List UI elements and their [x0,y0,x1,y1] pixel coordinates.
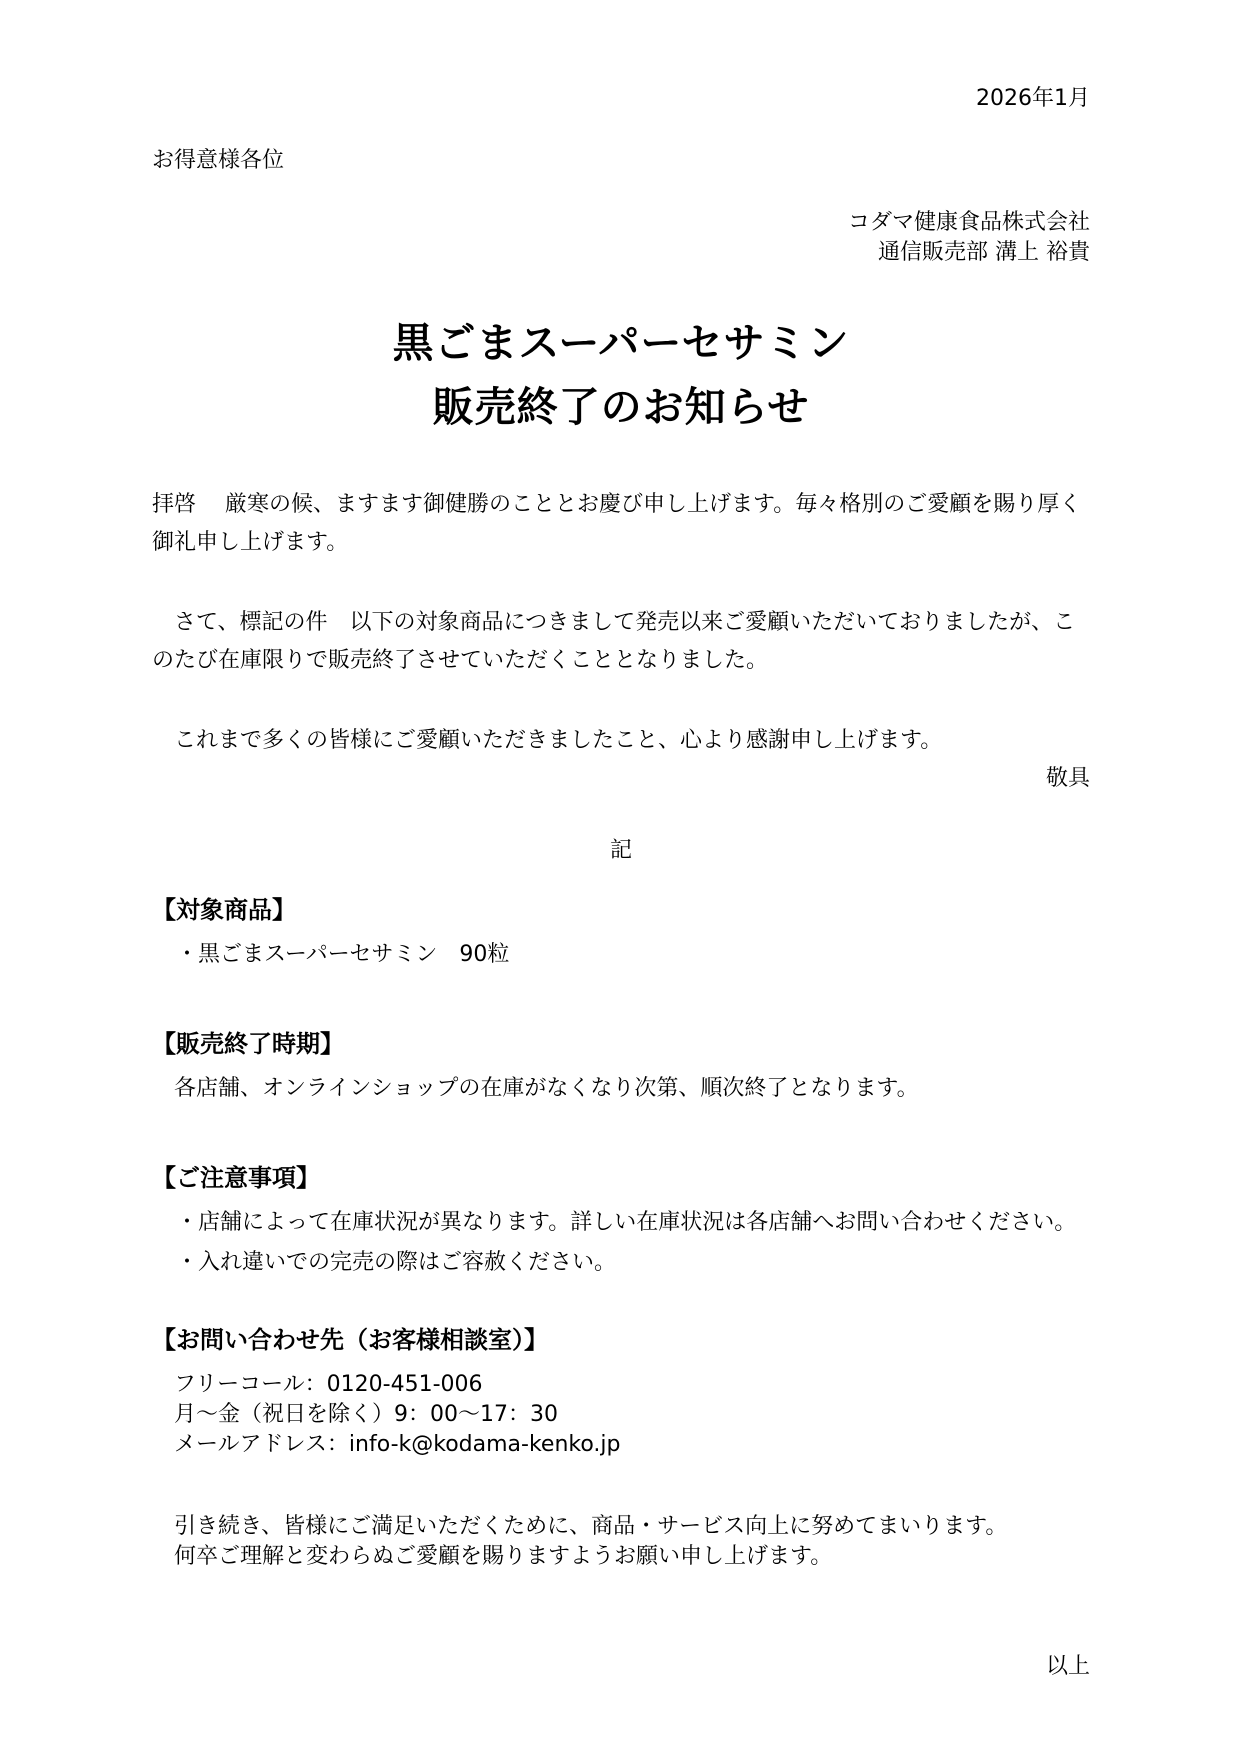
closing-message-line2: 何卒ご理解と変わらぬご愛顧を賜りますようお願い申し上げます。 [174,1544,833,1569]
section-heading-end-period: 【販売終了時期】 [152,1030,344,1058]
page-title-line1: 黒ごまスーパーセサミン [392,319,850,367]
body-paragraph-thanks: これまで多くの皆様にご愛顧いただきましたこと、心より感謝申し上げます。 [152,728,943,753]
contact-email: メールアドレス：info-k@kodama-kenko.jp [174,1432,621,1457]
section-heading-contact: 【お問い合わせ先（お客様相談室）】 [152,1326,548,1354]
note-item-1: ・店舗によって在庫状況が異なります。詳しい在庫状況は各店舗へお問い合わせください。 [176,1210,1077,1235]
ki-mark: 記 [609,838,632,863]
date: 2026年1月 [976,86,1090,111]
closing-keigu: 敬具 [1045,766,1090,791]
section-heading-notes: 【ご注意事項】 [152,1164,320,1192]
sender-company: コダマ健康食品株式会社 [847,210,1090,235]
body-paragraph-announcement: さて、標記の件 以下の対象商品につきまして発売以来ご愛顧いただいておりましたが、このたび在庫限りで販売終了させていただくこととなりました。 [152,610,1076,673]
sender-department-person: 通信販売部 溝上 裕貴 [878,240,1090,265]
note-item-2: ・入れ違いでの完売の際はご容赦ください。 [176,1250,617,1275]
end-mark: 以上 [1045,1654,1090,1679]
body-paragraph-greeting: 拝啓 厳寒の候、ますます御健勝のこととお慶び申し上げます。毎々格別のご愛顧を賜り厚く御礼申し上げます。 [152,492,1082,555]
closing-message-line1: 引き続き、皆様にご満足いただくために、商品・サービス向上に努めてまいります。 [174,1514,1008,1539]
contact-phone: フリーコール：0120-451-006 [174,1372,483,1397]
end-period-text: 各店舗、オンラインショップの在庫がなくなり次第、順次終了となります。 [174,1076,919,1101]
recipient: お得意様各位 [152,148,285,173]
contact-hours: 月～金（祝日を除く）9：00～17：30 [174,1402,558,1427]
product-item: ・黒ごまスーパーセサミン 90粒 [176,942,510,967]
page-title-line2: 販売終了のお知らせ [432,383,810,431]
section-heading-product: 【対象商品】 [152,896,296,924]
